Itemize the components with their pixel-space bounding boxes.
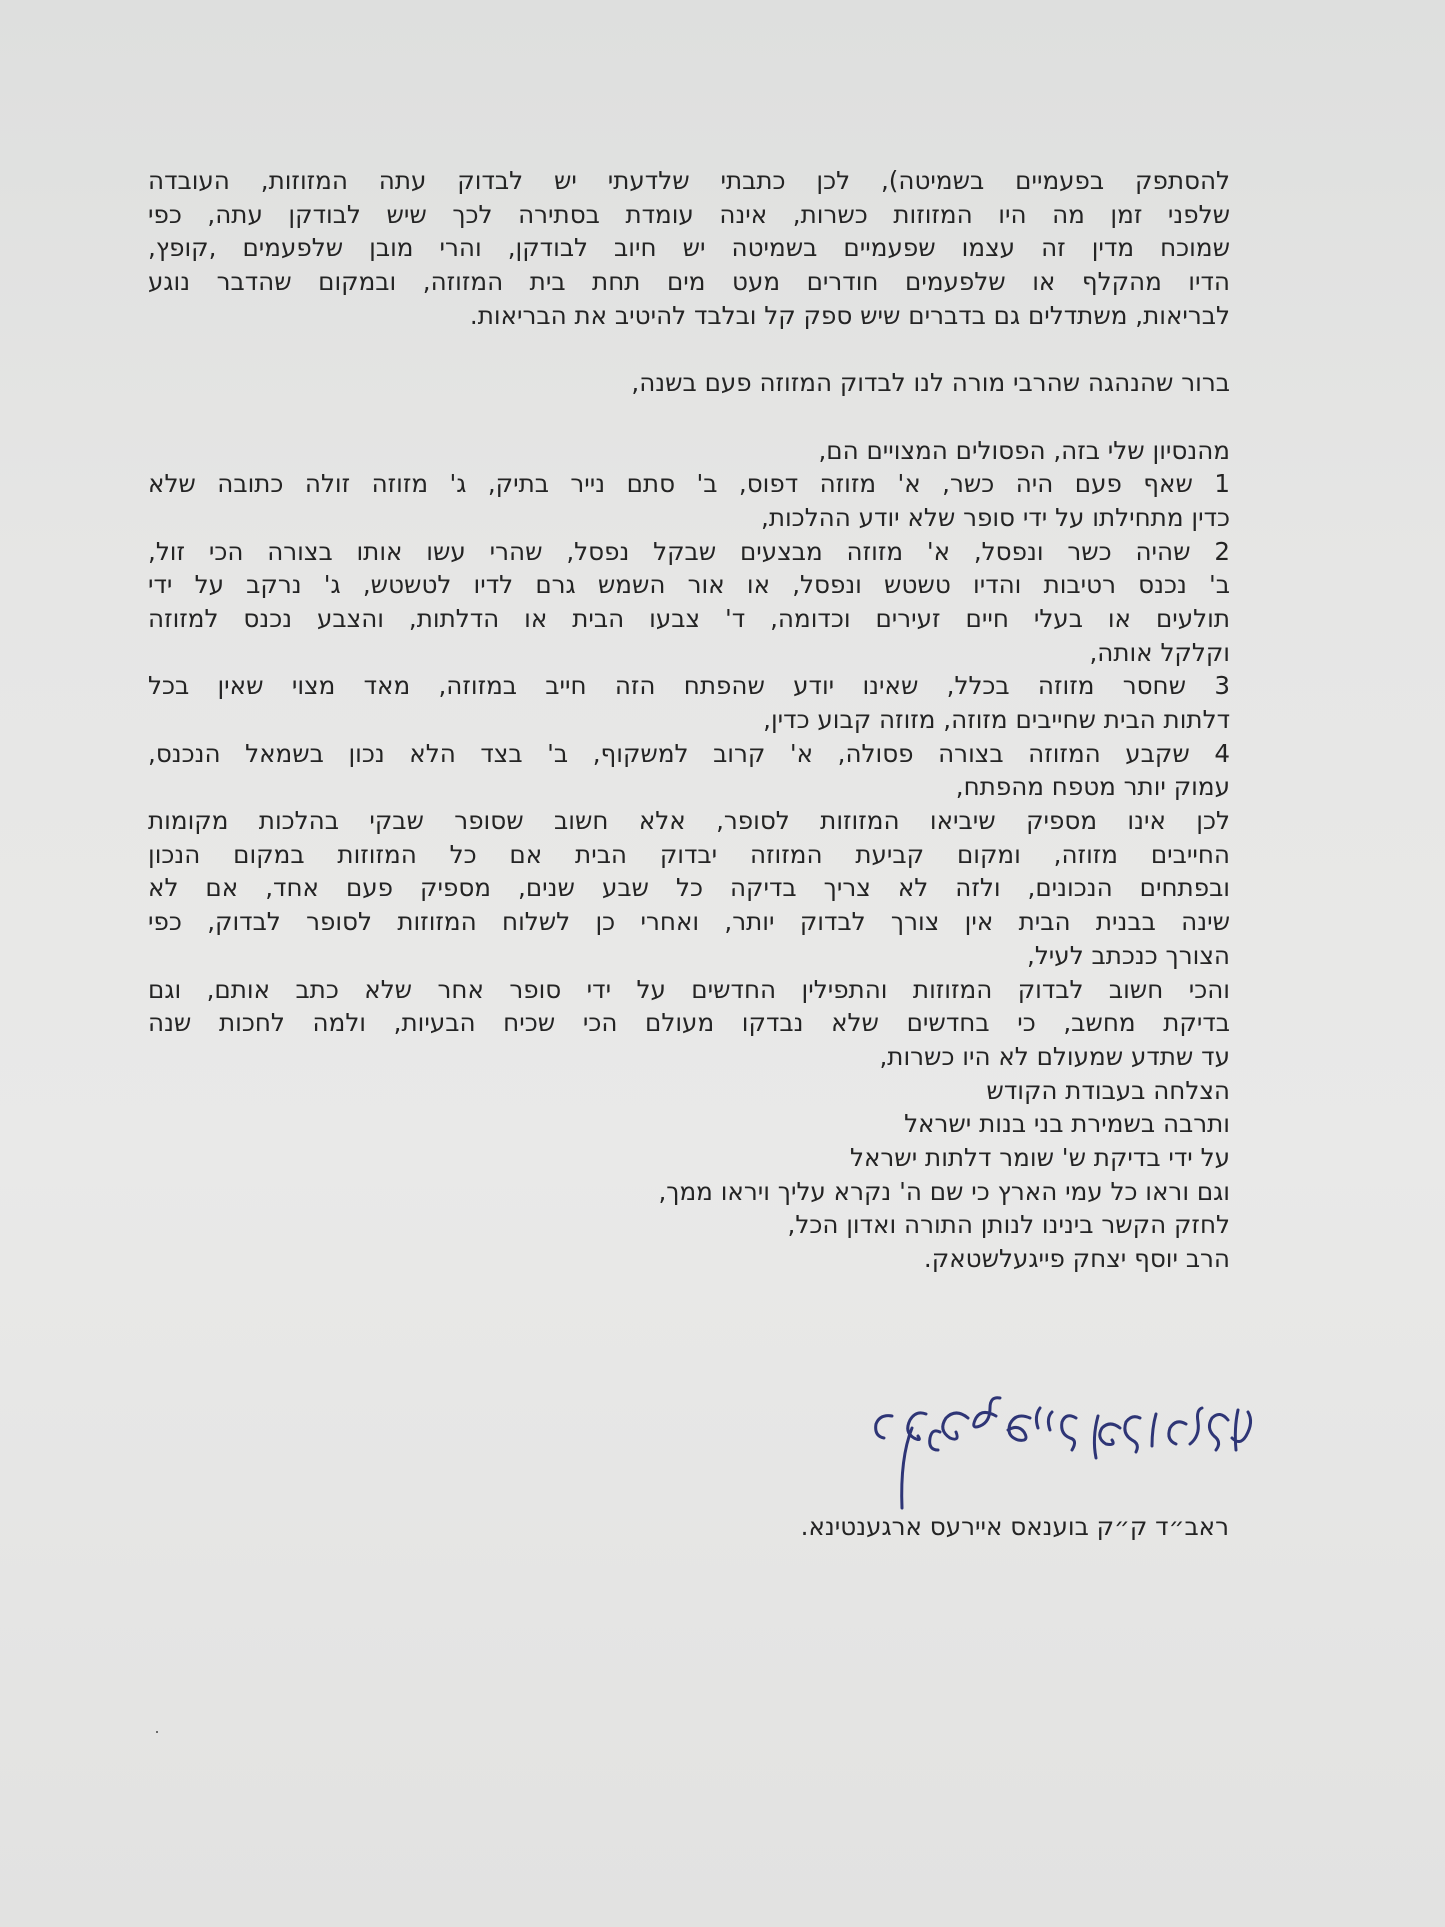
letter-line: לחזק הקשר בינינו לנותן התורה ואדון הכל, — [787, 1210, 1230, 1240]
letter-line: כדין מתחילתו על ידי סופר שלא יודע ההלכות, — [761, 502, 1230, 532]
letter-line: הרב יוסף יצחק פייגעלשטאק. — [923, 1244, 1230, 1273]
letter-line: להסתפק בפעמיים בשמיטה), לכן כתבתי שלדעתי יש לבדוק עתה המזוזות, העובדה — [148, 166, 1230, 195]
letter-line: עמוק יותר מטפח מהפתח, — [955, 772, 1230, 802]
signatory-title: ראב״ד ק״ק בוענאס איירעס ארגענטינא. — [800, 1512, 1229, 1541]
letter-line: והכי חשוב לבדוק המזוזות והתפילין החדשים על ידי סופר אחר שלא כתב אותם, וגם — [148, 974, 1230, 1004]
letter-line: ברור שהנהגה שהרבי מורה לנו לבדוק המזוזה פעם בשנה, — [631, 368, 1230, 398]
letter-line: בדיקת מחשב, כי בחדשים שלא נבדקו מעולם הכי שכיח הבעיות, ולמה לחכות שנה — [148, 1008, 1230, 1038]
letter-line: שלפני זמן מה היו המזוזות כשרות, אינה עומדת בסתירה לכך שיש לבודקן עתה, כפי — [148, 199, 1230, 229]
letter-line: 2 שהיה כשר ונפסל, א' מזוזה מבצעים שבקל נפסל, שהרי עשו אותו בצורה הכי זול, — [148, 536, 1230, 566]
letter-line: 1 שאף פעם היה כשר, א' מזוזה דפוס, ב' סתם נייר בתיק, ג' מזוזה זולה כתובה שלא — [148, 469, 1230, 499]
letter-line: שמוכח מדין זה עצמו שפעמיים בשמיטה יש חיוב לבודקן, והרי מובן שלפעמים ,קופץ, — [148, 233, 1230, 263]
letter-line: וגם וראו כל עמי הארץ כי שם ה' נקרא עליך ויראו ממך, — [658, 1176, 1230, 1206]
letter-line: 4 שקבע המזוזה בצורה פסולה, א' קרוב למשקוף, ב' בצד הלא נכון בשמאל הנכנס, — [148, 738, 1230, 768]
letter-line: מהנסיון שלי בזה, הפסולים המצויים הם, — [818, 435, 1230, 465]
paragraph-gap — [148, 332, 1230, 366]
letter-line: ב' נכנס רטיבות והדיו טשטש ונפסל, או אור השמש גרם לדיו לטשטש, ג' נרקב על ידי — [148, 570, 1230, 600]
letter-line: וקלקל אותה, — [1089, 637, 1230, 667]
letter-line: דלתות הבית שחייבים מזוזה, מזוזה קבוע כדין, — [763, 705, 1230, 734]
paragraph-gap — [148, 400, 1230, 434]
letter-line: על ידי בדיקת ש' שומר דלתות ישראל — [849, 1142, 1230, 1172]
paper-speck — [156, 1731, 158, 1733]
letter-line: תולעים או בעלי חיים זעירים וכדומה, ד' צבעו הבית או הדלתות, והצבע נכנס למזוזה — [148, 603, 1230, 633]
handwritten-signature — [840, 1388, 1260, 1513]
letter-line: לכן אינו מספיק שיביאו המזוזות לסופר, אלא חשוב שסופר שבקי בהלכות מקומות — [148, 806, 1230, 836]
letter-line: הצורך כנכתב לעיל, — [1027, 940, 1230, 970]
letter-line: לבריאות, משתדלים גם בדברים שיש ספק קל ובלבד להיטיב את הבריאות. — [469, 300, 1230, 330]
letter-line: הצלחה בעבודת הקודש — [986, 1075, 1230, 1105]
letter-line: ובפתחים הנכונים, ולזה לא צריך בדיקה כל שבע שנים, מספיק פעם אחד, אם לא — [148, 873, 1230, 903]
letter-line: 3 שחסר מזוזה בכלל, שאינו יודע שהפתח הזה חייב במזוזה, מאד מצוי שאין בכל — [148, 671, 1230, 701]
letter-line: הדיו מהקלף או שלפעמים חודרים מעט מים תחת בית המזוזה, ובמקום שהדבר נוגע — [148, 267, 1230, 297]
letter-line: החייבים מזוזה, ומקום קביעת המזוזה יבדוק הבית אם כל המזוזות במקום הנכון — [148, 839, 1230, 869]
letter-line: שינה בבנית הבית אין צורך לבדוק יותר, ואחרי כן לשלוח המזוזות לסופר לבדוק, כפי — [148, 907, 1230, 937]
letter-body — [148, 164, 1230, 1276]
letter-line: עד שתדע שמעולם לא היו כשרות, — [879, 1041, 1230, 1071]
letter-line: ותרבה בשמירת בני בנות ישראל — [904, 1109, 1230, 1139]
